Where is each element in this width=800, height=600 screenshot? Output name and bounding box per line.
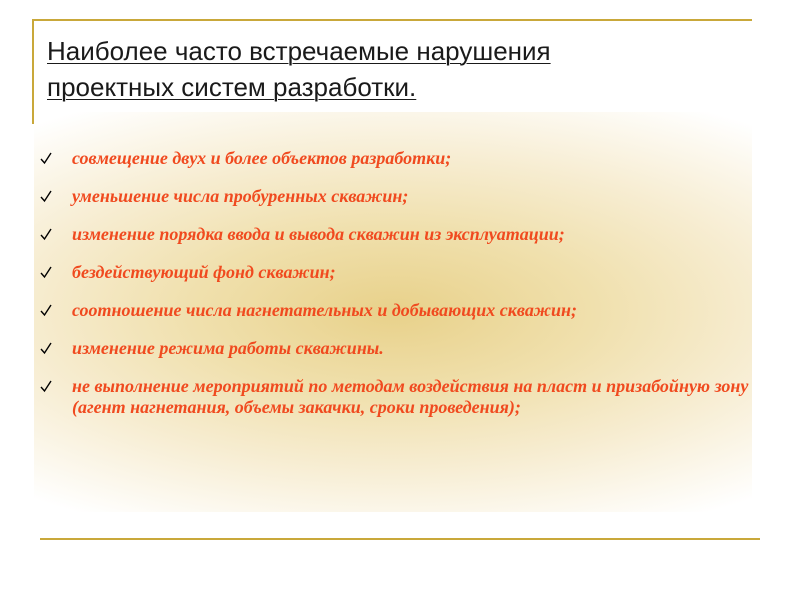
check-icon [40, 265, 52, 279]
list-item-text: уменьшение числа пробуренных скважин; [72, 186, 409, 206]
list-item [40, 262, 760, 283]
slide-title [47, 33, 747, 105]
list-item [40, 186, 760, 207]
slide-title-line-2: проектных систем разработки. [47, 72, 417, 102]
list-item-text: не выполнение мероприятий по методам воздействия на пласт и призабойную зону (агент нагнетания, объемы закачки, сроки проведения); [72, 376, 749, 417]
check-icon [40, 341, 52, 355]
check-icon [40, 379, 52, 393]
list-item-text: изменение порядка ввода и вывода скважин из эксплуатации; [72, 224, 565, 244]
left-divider-line [32, 19, 34, 124]
list-item [40, 338, 760, 359]
slide-title-line-1: Наиболее часто встречаемые нарушения [47, 36, 551, 66]
list-item [40, 376, 760, 418]
check-icon [40, 227, 52, 241]
list-item-text: изменение режима работы скважины. [72, 338, 384, 358]
bullet-list [40, 148, 760, 435]
check-icon [40, 151, 52, 165]
check-icon [40, 189, 52, 203]
list-item [40, 224, 760, 245]
top-divider-line [32, 19, 752, 21]
list-item-text: бездействующий фонд скважин; [72, 262, 336, 282]
list-item [40, 148, 760, 169]
check-icon [40, 303, 52, 317]
list-item-text: совмещение двух и более объектов разработки; [72, 148, 452, 168]
list-item [40, 300, 760, 321]
bottom-divider-line [40, 538, 760, 540]
list-item-text: соотношение числа нагнетательных и добывающих скважин; [72, 300, 577, 320]
